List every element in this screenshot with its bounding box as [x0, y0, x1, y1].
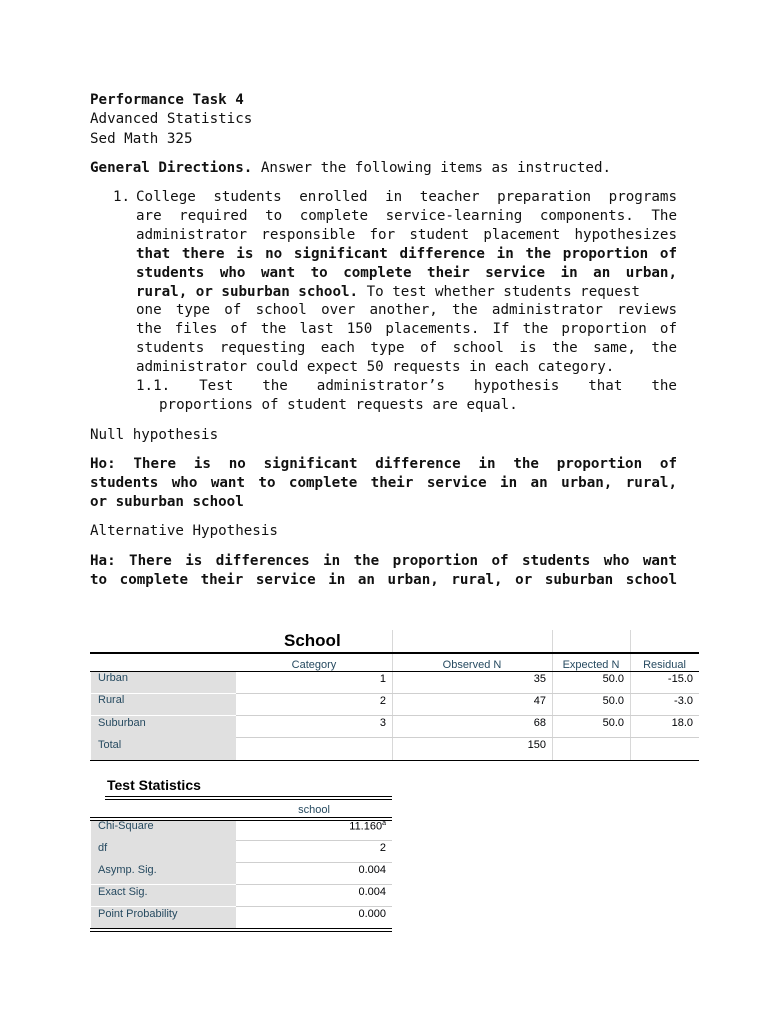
null-line: students who want to complete their service in an urban, rural, [90, 475, 677, 492]
item-line: administrator responsible for student placement hypothesizes [136, 226, 677, 243]
row-label: Rural [91, 694, 236, 715]
cell-expected: 50.0 [602, 717, 624, 729]
directions-label: General Directions. [90, 160, 253, 176]
item-tail: To test whether students request [358, 283, 640, 300]
cell-observed: 68 [533, 717, 546, 729]
cell-observed: 35 [533, 673, 546, 685]
test-table-title: Test Statistics [107, 777, 201, 793]
header-observed: Observed N [442, 659, 502, 671]
subitem-rest: proportions of student requests are equal. [159, 396, 518, 413]
alt-hypothesis-label: Alternative Hypothesis [90, 523, 278, 539]
alt-line: Ha: There is differences in the proportion of students who want [90, 553, 677, 569]
cell-residual: -3.0 [674, 695, 693, 707]
item-mixed-line [136, 283, 677, 302]
row-label: Urban [91, 672, 236, 693]
directions-text: Answer the following items as instructed. [252, 160, 612, 176]
row-label: Total [91, 738, 236, 760]
row-rule [236, 862, 392, 863]
row-rule [236, 715, 699, 716]
subitem-word: hypothesis [473, 378, 560, 395]
school-table-title: School [284, 631, 341, 650]
null-hypothesis [90, 455, 677, 512]
row-label: Point Probability [91, 907, 236, 928]
chi-square-value: 11.160 [349, 820, 383, 833]
course-name: Advanced Statistics [90, 111, 253, 127]
cell-expected: 50.0 [602, 673, 624, 685]
cell-observed: 47 [533, 695, 546, 707]
cell-observed: 150 [527, 739, 546, 751]
null-hypothesis-label: Null hypothesis [90, 427, 219, 443]
alt-hypothesis [90, 552, 677, 590]
cell-category: 1 [379, 673, 386, 685]
row-label: Exact Sig. [91, 885, 236, 906]
cell-value: 0.004 [358, 886, 386, 898]
subitem-word: administrator’s [316, 378, 445, 395]
general-directions [90, 159, 611, 178]
header-expected: Expected N [562, 659, 620, 671]
cell-value: 0.000 [358, 908, 386, 920]
table-top-rule [90, 652, 699, 654]
subitem-number: 1.1. [136, 378, 171, 395]
cell-value [236, 820, 386, 833]
item-bold-line: students who want to complete their service in an urban, [136, 264, 677, 281]
header-rule [90, 817, 392, 818]
table-bottom-rule [90, 931, 392, 932]
table-top-rule [105, 796, 392, 797]
item-line: administrator could expect 50 requests in each category. [136, 359, 615, 376]
item-line: College students enrolled in teacher preparation programs [136, 189, 677, 205]
item-line: the files of the last 150 placements. If the proportion of [136, 321, 677, 338]
row-rule [236, 906, 392, 907]
table-bottom-rule [90, 928, 392, 929]
row-label: Suburban [91, 716, 236, 738]
row-rule [236, 737, 699, 738]
row-label: Asymp. Sig. [91, 863, 236, 884]
subitem-line [136, 377, 677, 396]
alt-line: to complete their service in an urban, rural, or suburban school [90, 572, 677, 589]
row-rule [236, 840, 392, 841]
item-line: students requesting each type of school is the same, the [136, 340, 677, 357]
subitem-word: that [588, 378, 623, 395]
cell-value: 2 [379, 842, 386, 854]
item-1-text [136, 188, 677, 415]
cell-expected: 50.0 [602, 695, 624, 707]
table-top-rule [105, 799, 392, 800]
header-category: Category [291, 659, 337, 671]
item-number: 1. [113, 189, 131, 205]
item-bold-line: that there is no significant difference in the proportion of [136, 245, 677, 262]
footnote-marker: a [382, 820, 386, 827]
cell-residual: -15.0 [667, 673, 693, 685]
subitem-word: the [651, 378, 677, 395]
subitem-word: Test [199, 378, 234, 395]
task-title: Performance Task 4 [90, 92, 244, 108]
header-school: school [298, 804, 330, 816]
null-line: Ho: There is no significant difference in the proportion of [90, 456, 677, 472]
cell-residual: 18.0 [671, 717, 693, 729]
item-bold-tail: rural, or suburban school. [136, 283, 359, 300]
cell-category: 2 [379, 695, 386, 707]
cell-category: 3 [379, 717, 386, 729]
item-line: are required to complete service-learning components. The [136, 207, 677, 224]
cell-value: 0.004 [358, 864, 386, 876]
header-residual: Residual [643, 659, 686, 671]
row-rule [236, 693, 699, 694]
subitem-word: the [262, 378, 288, 395]
table-bottom-rule [90, 760, 699, 761]
row-label: Chi-Square [91, 821, 236, 841]
course-code: Sed Math 325 [90, 131, 193, 147]
row-label: df [91, 841, 236, 863]
null-line: or suburban school [90, 494, 244, 511]
item-line: one type of school over another, the administrator reviews [136, 302, 677, 319]
row-rule [236, 884, 392, 885]
